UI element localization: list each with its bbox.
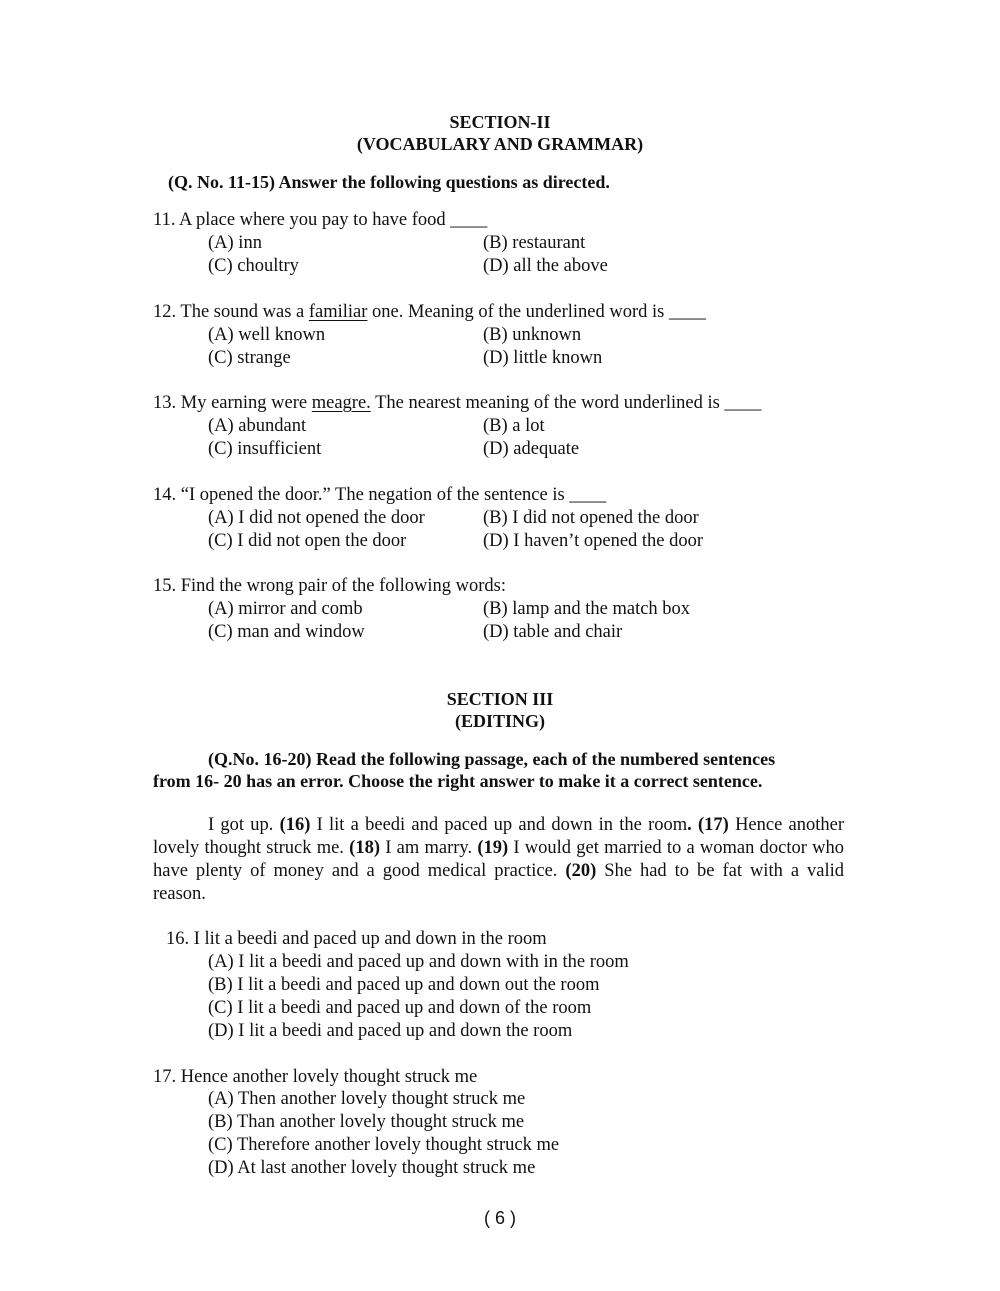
page-number: ( 6 ) (483, 1208, 516, 1228)
passage-sentence-19: I would get married to a woman doctor who have plenty of money and a good medical practice. (153, 838, 844, 881)
passage-number-18: (18) (349, 838, 380, 858)
question-12-option-a: (A) well known (208, 325, 326, 345)
question-13-option-c: (C) insufficient (208, 439, 322, 459)
section-2-subtitle: (VOCABULARY AND GRAMMAR) (356, 134, 644, 154)
question-13-stem-post: The nearest meaning of the word underlined is ____ (370, 393, 762, 413)
question-13-option-d: (D) adequate (483, 439, 580, 459)
question-15-stem: 15. Find the wrong pair of the following words: (153, 576, 506, 596)
question-12-stem (153, 301, 706, 323)
question-11-option-b: (B) restaurant (483, 233, 586, 253)
question-13-stem-pre: 13. My earning were (153, 393, 312, 413)
passage-number-17: (17) (698, 815, 729, 835)
question-17-option-b: (B) Than another lovely thought struck me (208, 1112, 525, 1132)
question-15-option-c: (C) man and window (208, 622, 365, 642)
passage-sentence-intro: I got up. (208, 815, 280, 835)
question-12-option-b: (B) unknown (483, 325, 582, 345)
section-2-title: SECTION-II (449, 112, 551, 132)
section-3-subtitle: (EDITING) (454, 711, 545, 731)
editing-passage (153, 814, 844, 906)
question-14-option-b: (B) I did not opened the door (483, 508, 699, 528)
passage-number-20: (20) (565, 861, 597, 881)
question-14-option-c: (C) I did not open the door (208, 531, 407, 551)
question-17-option-c: (C) Therefore another lovely thought struck me (208, 1135, 560, 1155)
question-14-option-d: (D) I haven’t opened the door (483, 531, 704, 551)
question-15-option-b: (B) lamp and the match box (483, 599, 691, 619)
question-16-option-b: (B) I lit a beedi and paced up and down out the room (208, 975, 600, 995)
question-15-option-a: (A) mirror and comb (208, 599, 363, 619)
passage-sentence-16: I lit a beedi and paced up and down in the room (310, 815, 688, 835)
question-12-stem-post: one. Meaning of the underlined word is ____ (367, 302, 707, 322)
question-11-stem: 11. A place where you pay to have food ____ (153, 210, 488, 230)
section-3-directive-line-1: (Q.No. 16-20) Read the following passage, each of the numbered sentences (208, 749, 776, 769)
question-16-stem: 16. I lit a beedi and paced up and down in the room (166, 929, 547, 949)
question-16-option-c: (C) I lit a beedi and paced up and down of the room (208, 998, 592, 1018)
question-12-stem-pre: 12. The sound was a (153, 302, 309, 322)
question-12-option-c: (C) strange (208, 348, 291, 368)
question-14-stem: 14. “I opened the door.” The negation of the sentence is ____ (153, 485, 607, 505)
passage-sentence-20: She had to be fat with a valid reason. (153, 861, 845, 904)
question-17-stem: 17. Hence another lovely thought struck me (153, 1067, 478, 1087)
question-13-option-a: (A) abundant (208, 416, 307, 436)
passage-sentence-18: I am marry. (380, 838, 478, 858)
question-17-option-a: (A) Then another lovely thought struck me (208, 1089, 526, 1109)
passage-period: . (687, 815, 692, 835)
question-13-option-b: (B) a lot (483, 416, 545, 436)
section-2-directive: (Q. No. 11-15) Answer the following questions as directed. (168, 172, 610, 192)
question-16-option-d: (D) I lit a beedi and paced up and down the room (208, 1021, 573, 1041)
question-13-underlined-word: meagre. (311, 393, 371, 413)
question-12-underlined-word: familiar (308, 302, 368, 322)
question-11-option-a: (A) inn (208, 233, 262, 253)
question-17-option-d: (D) At last another lovely thought struck me (208, 1158, 536, 1178)
question-14-option-a: (A) I did not opened the door (208, 508, 425, 528)
question-16-option-a: (A) I lit a beedi and paced up and down with in the room (208, 952, 629, 972)
question-11-option-c: (C) choultry (208, 256, 299, 276)
passage-number-16: (16) (279, 815, 311, 835)
question-12-option-d: (D) little known (483, 348, 603, 368)
section-3-title: SECTION III (446, 689, 554, 709)
question-15-option-d: (D) table and chair (483, 622, 623, 642)
question-13-stem (153, 392, 761, 414)
passage-sentence-17: Hence another lovely thought struck me. (153, 815, 845, 858)
question-11-option-d: (D) all the above (483, 256, 608, 276)
passage-number-19: (19) (477, 838, 509, 858)
section-3-directive-line-2: from 16- 20 has an error. Choose the right answer to make it a correct sentence. (153, 771, 763, 791)
